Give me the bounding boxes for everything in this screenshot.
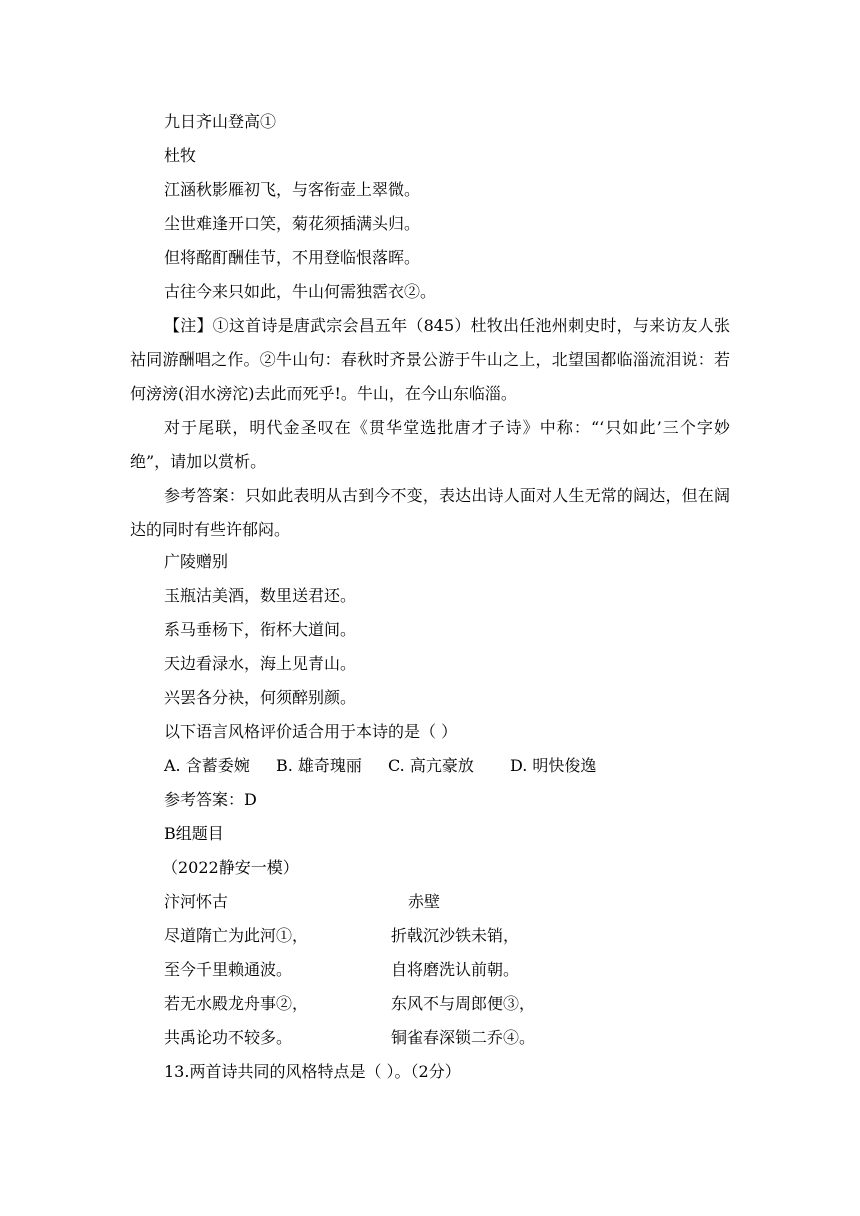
left-poem-line: 若无水殿龙舟事②， — [164, 994, 309, 1013]
question-13: 13.两首诗共同的风格特点是（ ）。（2分） — [164, 1062, 461, 1081]
left-poem-line: 共禹论功不较多。 — [164, 1028, 293, 1047]
poem1-answer: 参考答案：只如此表明从古到今不变，表达出诗人面对人生无常的阔达，但在阔达的同时有些许郁闷。 — [130, 486, 730, 539]
poem1-line: 江涵秋影雁初飞，与客衔壶上翠微。 — [164, 180, 421, 199]
poem2-line: 天边看渌水，海上见青山。 — [164, 654, 357, 673]
right-poem-line: 铜雀春深锁二乔④。 — [391, 1028, 536, 1047]
right-poem-line: 东风不与周郎便③， — [391, 994, 536, 1013]
option-a: A. 含蓄委婉 — [164, 756, 250, 775]
poem1-title: 九日齐山登高① — [164, 112, 277, 131]
left-poem-line: 至今千里赖通波。 — [164, 960, 293, 979]
poem1-line: 但将酩酊酬佳节，不用登临恨落晖。 — [164, 248, 421, 267]
poem2-question: 以下语言风格评价适合用于本诗的是（ ） — [164, 722, 458, 741]
poem2-options — [164, 756, 596, 776]
poem1-line: 尘世难逢开口笑，菊花须插满头归。 — [164, 214, 421, 233]
poem2-line: 系马垂杨下，衔杯大道间。 — [164, 620, 357, 639]
section-b-heading: B组题目 — [164, 824, 224, 843]
poem2-title: 广陵赠别 — [164, 552, 229, 571]
right-poem-line: 折戟沉沙铁未销， — [391, 926, 520, 945]
poem2-line: 兴罢各分袂，何须醉别颜。 — [164, 688, 357, 707]
poem1-line: 古往今来只如此，牛山何需独霑衣②。 — [164, 282, 437, 301]
poem1-question: 对于尾联，明代金圣叹在《贯华堂选批唐才子诗》中称：“‘只如此’三个字妙绝”，请加以赏析。 — [130, 418, 730, 471]
poem1-note: 【注】①这首诗是唐武宗会昌五年（845）杜牧出任池州刺史时，与来访友人张祜同游酬唱之作。②牛山句：春秋时齐景公游于牛山之上，北望国都临淄流泪说：若何滂滂(泪水滂沱)去此而死乎!。牛山，在今山东临淄。 — [130, 316, 730, 403]
right-poem-line: 自将磨洗认前朝。 — [391, 960, 520, 979]
poem2-line: 玉瓶沽美酒，数里送君还。 — [164, 586, 357, 605]
option-c: C. 高亢豪放 — [388, 756, 474, 775]
left-poem-line: 尽道隋亡为此河①， — [164, 926, 309, 945]
poem1-author: 杜牧 — [164, 146, 197, 165]
right-poem-title: 赤壁 — [408, 892, 441, 911]
section-b-source: （2022静安一模） — [162, 858, 299, 877]
option-b: B. 雄奇瑰丽 — [276, 756, 362, 775]
option-d: D. 明快俊逸 — [510, 756, 597, 775]
left-poem-title: 汴河怀古 — [164, 892, 229, 911]
poem2-answer: 参考答案：D — [164, 790, 257, 809]
